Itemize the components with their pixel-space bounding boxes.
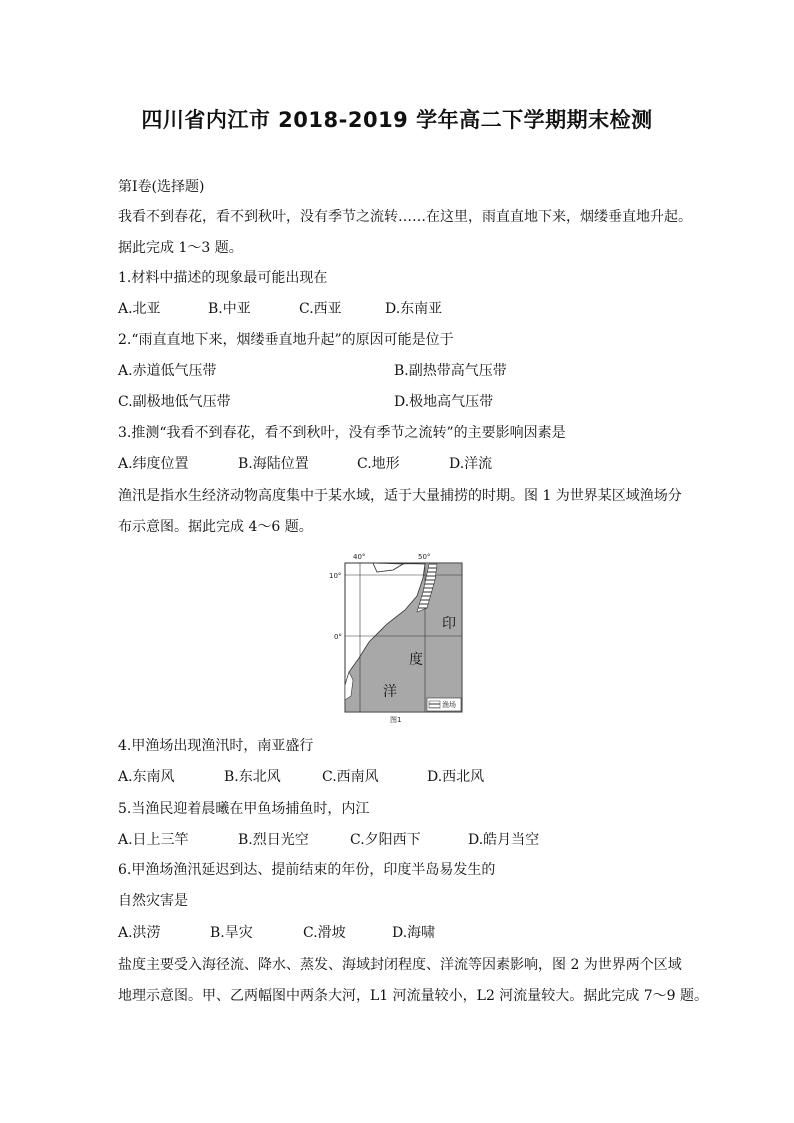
figure-1-map (325, 550, 470, 725)
legend-swatch (429, 701, 440, 708)
question-4-option-d: D.西北风 (427, 769, 485, 785)
lat-label-10: 10° (329, 572, 342, 580)
intro-paragraph-3-line-1: 盐度主要受入海径流、降水、蒸发、海域封闭程度、洋流等因素影响，图 2 为世界两个区域 (118, 957, 682, 973)
intro-paragraph-2-line-1: 渔汛是指水生经济动物高度集中于某水域，适于大量捕捞的时期。图 1 为世界某区域渔场分 (118, 488, 682, 504)
question-3-option-a: A.纬度位置 (118, 456, 189, 472)
question-3-option-c: C.地形 (357, 456, 400, 472)
intro-paragraph-2-line-2: 布示意图。据此完成 4～6 题。 (118, 519, 313, 535)
page-title: 四川省内江市 2018-2019 学年高二下学期期末检测 (141, 108, 653, 132)
question-2-option-d: D.极地高气压带 (394, 394, 494, 410)
question-1-option-a: A.北亚 (118, 301, 161, 317)
question-4-stem: 4.甲渔场出现渔汛时，南亚盛行 (118, 738, 314, 754)
question-6-option-a: A.洪涝 (118, 925, 161, 941)
question-6-stem-line-2: 自然灾害是 (118, 893, 188, 909)
question-2-option-c: C.副极地低气压带 (118, 394, 231, 410)
question-6-option-d: D.海啸 (392, 925, 436, 941)
question-3-option-b: B.海陆位置 (238, 456, 309, 472)
question-4-option-a: A.东南风 (118, 769, 175, 785)
question-6-option-b: B.旱灾 (210, 925, 253, 941)
lon-label-50: 50° (418, 553, 431, 561)
section-heading: 第Ⅰ卷(选择题) (118, 179, 205, 195)
question-4-option-c: C.西南风 (322, 769, 379, 785)
question-5-option-c: C.夕阳西下 (350, 832, 421, 848)
lon-label-40: 40° (353, 553, 366, 561)
question-4-option-b: B.东北风 (224, 769, 281, 785)
question-5-option-d: D.皓月当空 (468, 832, 540, 848)
question-1-option-d: D.东南亚 (385, 301, 443, 317)
question-1-option-c: C.西亚 (299, 301, 342, 317)
question-5-option-a: A.日上三竿 (118, 832, 189, 848)
question-6-option-c: C.滑坡 (303, 925, 346, 941)
question-3-stem: 3.推测“我看不到春花，看不到秋叶，没有季节之流转”的主要影响因素是 (118, 425, 566, 441)
ocean-label-yang: 洋 (383, 684, 397, 700)
figure-caption: 图1 (390, 716, 402, 724)
question-2-option-a: A.赤道低气压带 (118, 363, 217, 379)
question-1-option-b: B.中亚 (208, 301, 251, 317)
legend-label: 渔场 (442, 701, 456, 709)
question-2-option-b: B.副热带高气压带 (394, 363, 507, 379)
intro-paragraph-1-line-1: 我看不到春花，看不到秋叶，没有季节之流转……在这里，雨直直地下来，烟缕垂直地升起。 (118, 209, 692, 225)
question-5-option-b: B.烈日光空 (238, 832, 309, 848)
question-3-option-d: D.洋流 (449, 456, 493, 472)
ocean-label-yin: 印 (442, 616, 456, 632)
intro-paragraph-3-line-2: 地理示意图。甲、乙两幅图中两条大河，L1 河流量较小，L2 河流量较大。据此完成 7～9 题。 (118, 988, 709, 1004)
question-2-stem: 2.“雨直直地下来，烟缕垂直地升起”的原因可能是位于 (118, 332, 454, 348)
ocean-label-du: 度 (409, 652, 423, 668)
intro-paragraph-1-line-2: 据此完成 1～3 题。 (118, 240, 243, 256)
question-5-stem: 5.当渔民迎着晨曦在甲鱼场捕鱼时，内江 (118, 801, 370, 817)
lat-label-0: 0° (334, 633, 342, 641)
question-6-stem-line-1: 6.甲渔场渔汛延迟到达、提前结束的年份，印度半岛易发生的 (118, 862, 496, 878)
question-1-stem: 1.材料中描述的现象最可能出现在 (118, 270, 328, 286)
